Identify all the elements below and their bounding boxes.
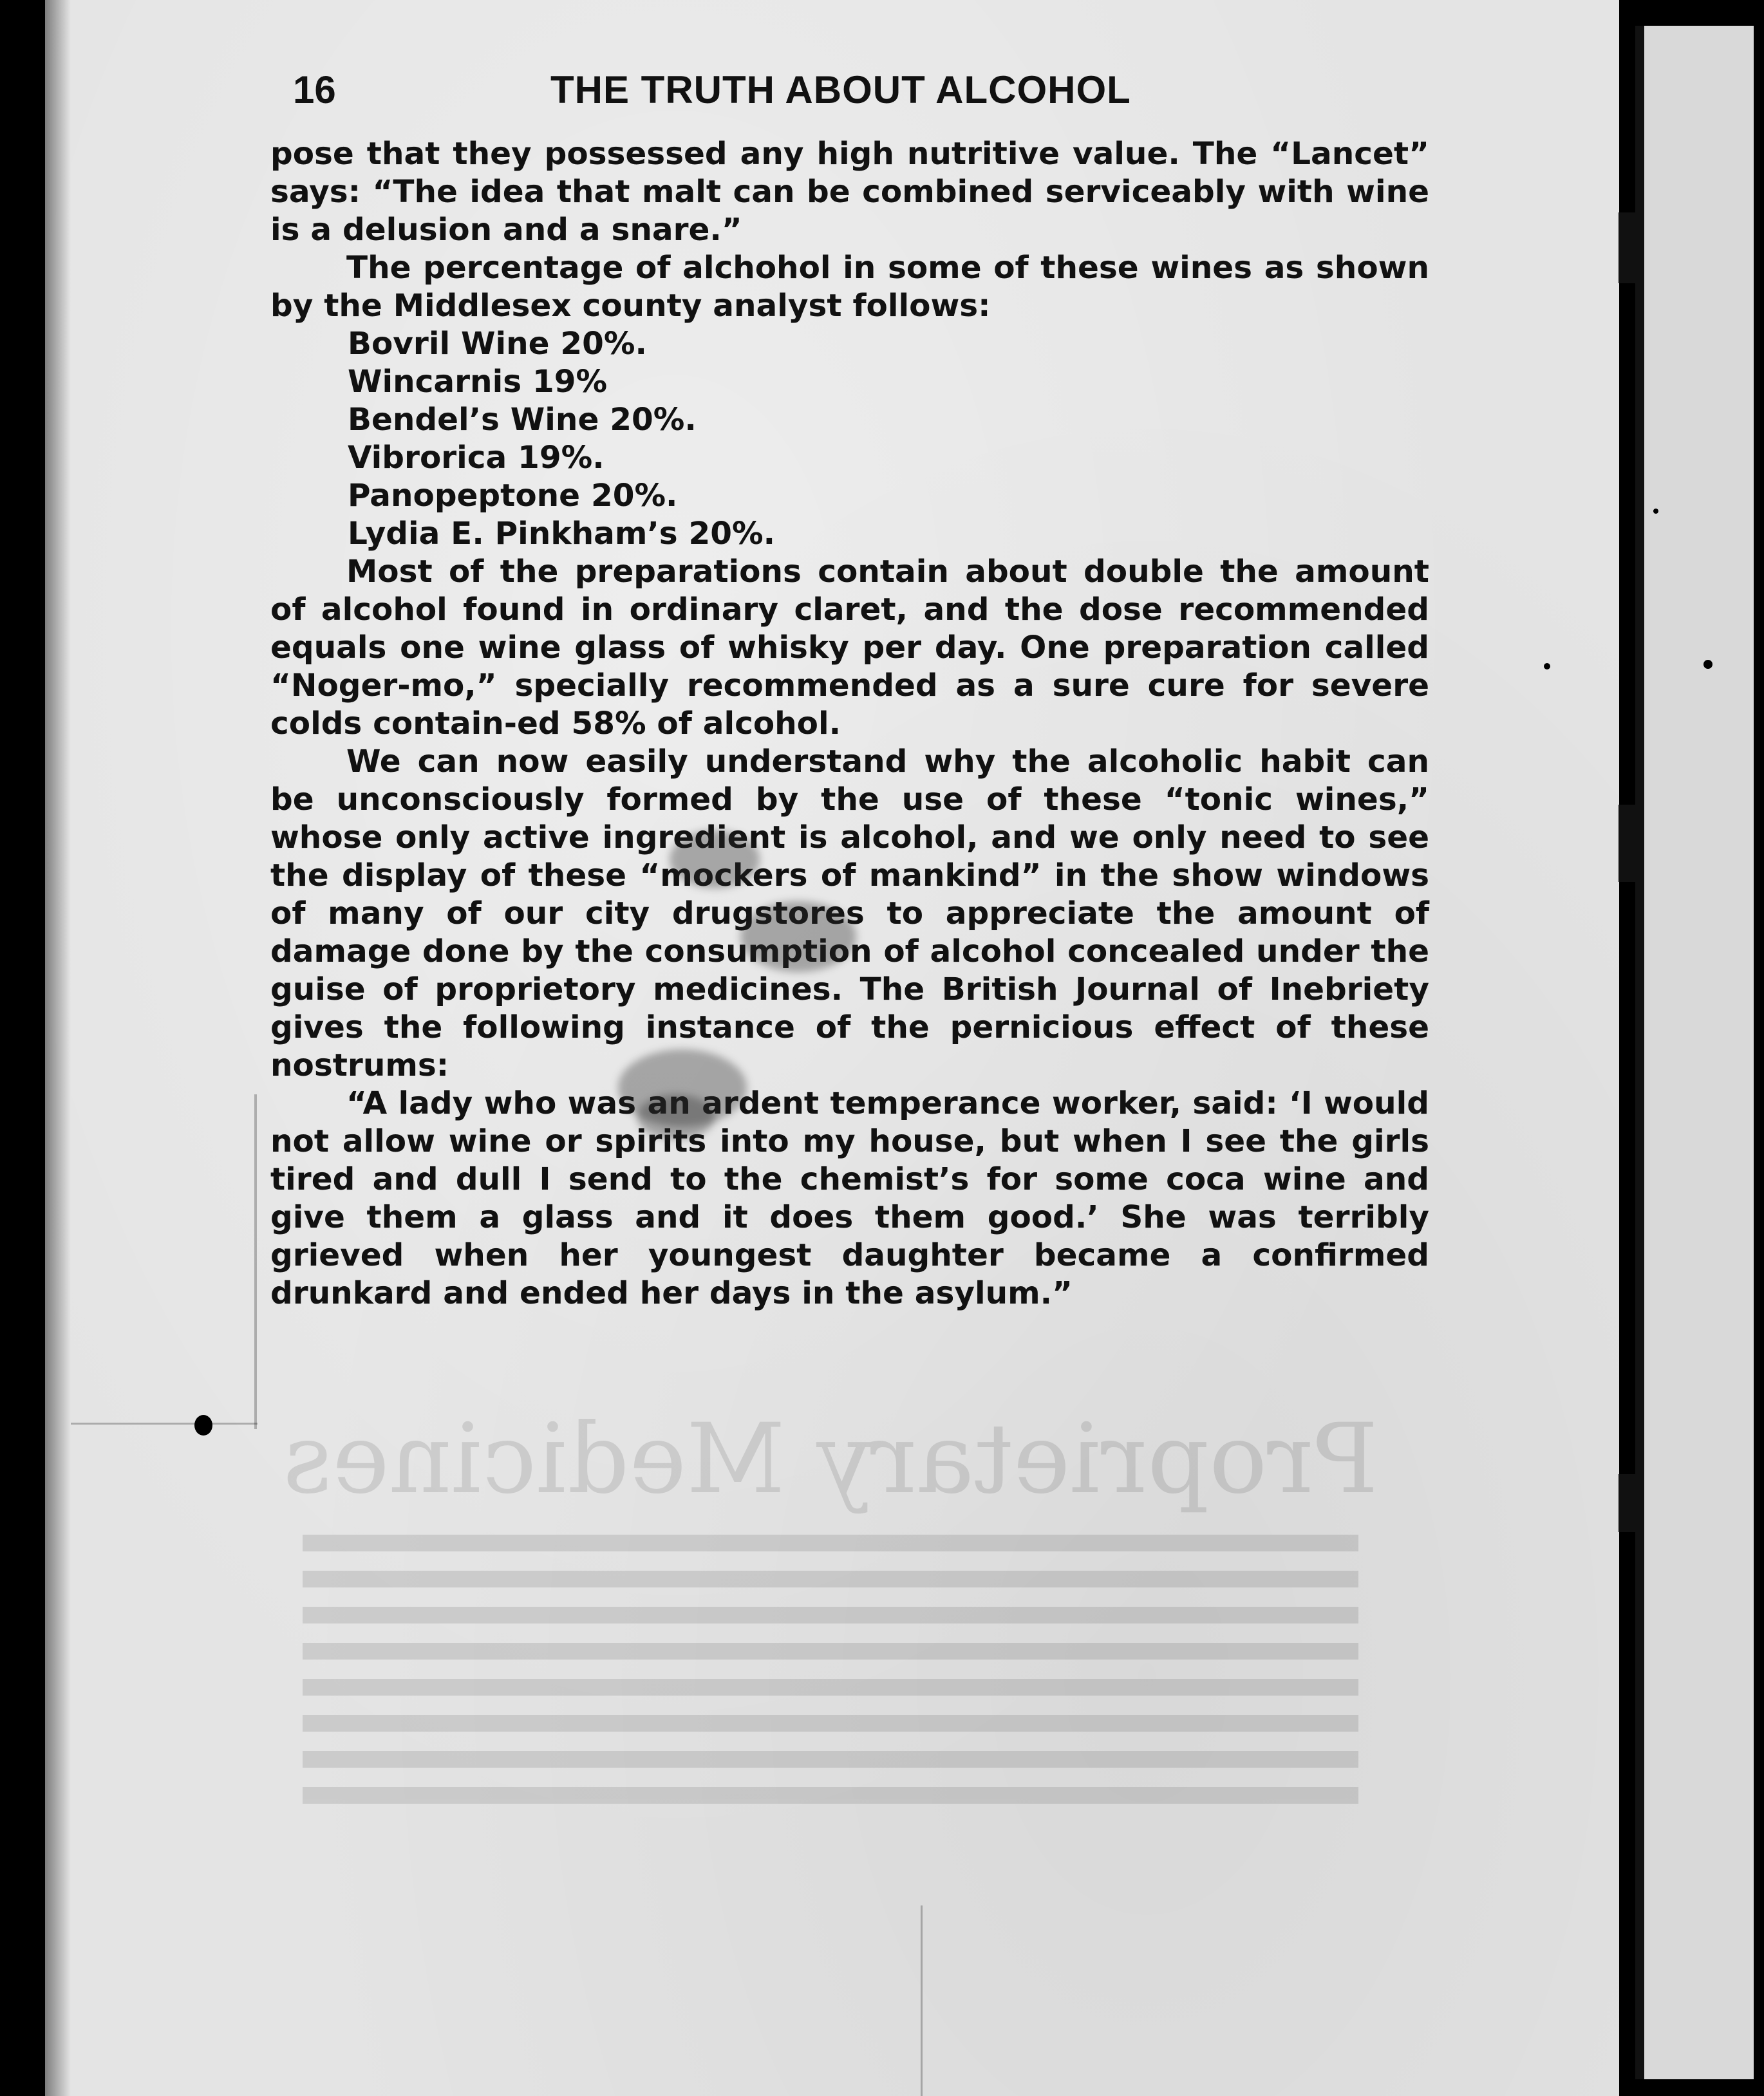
- show-through-line: [303, 1751, 1358, 1768]
- running-header: [293, 68, 1439, 126]
- scan-speck: [1703, 660, 1712, 669]
- paragraph-1: pose that they possessed any high nutritive value. The “Lancet” says: “The idea that malt can be combined serviceably with wine is a delusion and a snare.”: [270, 136, 1429, 248]
- show-through-line: [303, 1715, 1358, 1732]
- wine-list-item: Bendel’s Wine 20%.: [348, 402, 697, 438]
- show-through-line: [303, 1571, 1358, 1587]
- fold-crease: [921, 1905, 923, 2096]
- binding-mark: [1619, 805, 1635, 882]
- show-through-line: [303, 1787, 1358, 1804]
- paragraph-3: Most of the preparations contain about double the amount of alcohol found in ordinary claret, and the dose recommended equals one wine glass of whisky per day. One preparation called “Noger-mo,” specially recommended as a sure cure for severe colds contain-ed 58% of alcohol.: [270, 554, 1429, 742]
- wine-list-item: Panopeptone 20%.: [348, 478, 678, 514]
- fold-crease: [254, 1094, 257, 1429]
- scan-speck: [1544, 663, 1550, 669]
- wine-list-item: Vibrorica 19%.: [348, 440, 605, 476]
- scan-speck: [194, 1415, 212, 1436]
- show-through-line: [303, 1535, 1358, 1551]
- running-title: THE TRUTH ABOUT ALCOHOL: [550, 68, 1131, 111]
- ink-stain: [670, 830, 760, 888]
- paragraph-5: “A lady who was an ardent temperance worker, said: ‘I would not allow wine or spirits into my house, but when I see the girls tired and dull I send to the chemist’s for some coca wine and give them a glass and it does them good.’ She was terribly grieved when her youngest daughter became a confirmed drunkard and ended her days in the asylum.”: [270, 1085, 1429, 1311]
- page-number: 16: [293, 68, 336, 111]
- binding-mark: [1619, 212, 1635, 283]
- binding-mark: [1619, 1474, 1635, 1532]
- scan-speck: [1653, 509, 1658, 514]
- wine-list-item: Bovril Wine 20%.: [348, 326, 647, 362]
- paragraph-2: The percentage of alchohol in some of these wines as shown by the Middlesex county analyst follows:: [270, 250, 1429, 324]
- fold-crease: [71, 1423, 258, 1425]
- show-through-reverse-text: [251, 1403, 1410, 1983]
- show-through-title: Proprietary Medicines: [283, 1403, 1378, 1515]
- show-through-line: [303, 1679, 1358, 1696]
- show-through-line: [303, 1607, 1358, 1623]
- binding-shadow: [45, 0, 71, 2096]
- show-through-line: [303, 1643, 1358, 1660]
- adjacent-page-edge: [1635, 26, 1754, 2079]
- paragraph-4: We can now easily understand why the alcoholic habit can be unconsciously formed by the use of these “tonic wines,” whose only active ingredient is alcohol, and we only need to see the display of these “mockers of mankind” in the show windows of many of our city drugstores to appreciate the amount of damage done by the consumption of alcohol concealed under the guise of proprietory medicines. The British Journal of Inebriety gives the following instance of the pernicious effect of these nostrums:: [270, 744, 1429, 1083]
- wine-list-item: Lydia E. Pinkham’s 20%.: [348, 516, 776, 552]
- body-text: [270, 135, 1429, 1313]
- wine-list-item: Wincarnis 19%: [348, 364, 608, 400]
- wine-list: [270, 325, 1429, 553]
- ink-stain: [637, 1094, 715, 1139]
- ink-stain: [740, 901, 856, 972]
